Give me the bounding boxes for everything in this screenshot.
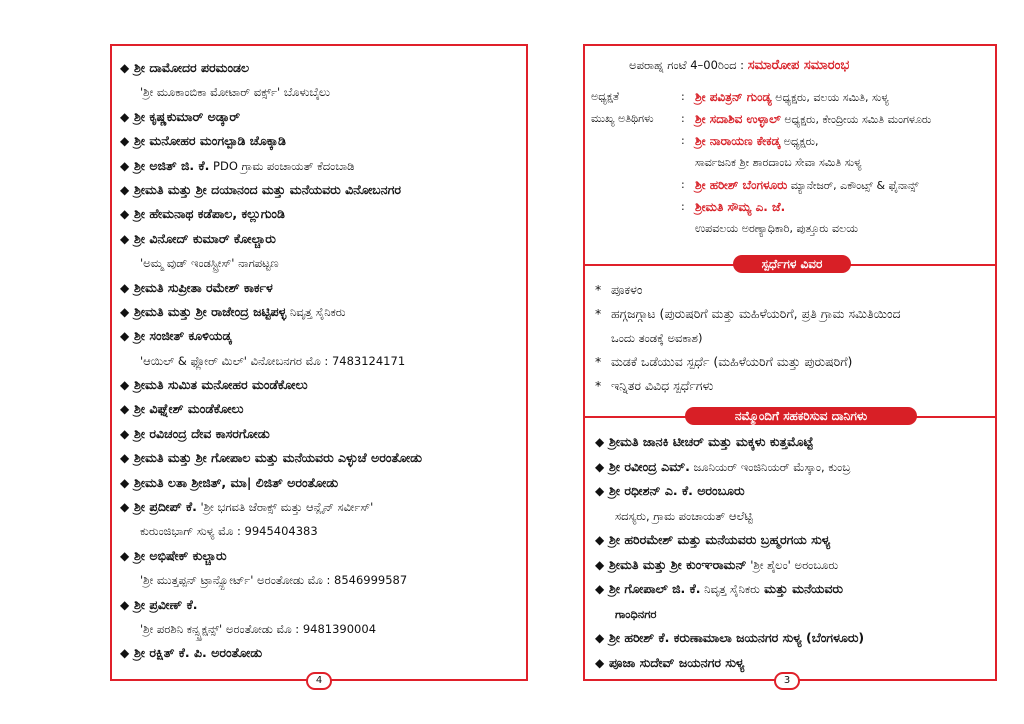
- guest-value: [695, 196, 785, 219]
- list-item: [595, 528, 991, 553]
- donor-name: ಶ್ರೀಮತಿ ಸುಮಿತ ಮನೋಹರ ಮಂಡೆಕೋಲು: [134, 377, 308, 393]
- guest-value: [695, 130, 818, 153]
- guest-colon: :: [681, 134, 685, 147]
- right-page: [583, 44, 997, 681]
- diamond-bullet-icon: ◆: [120, 304, 130, 319]
- list-item: [120, 593, 520, 617]
- list-item: [120, 227, 520, 251]
- donor-detail: ಕುರುಂಜಿಭಾಗ್ ಸುಳ್ಯ ಮೊ : 9945404383: [140, 524, 318, 539]
- donor-detail: PDO ಗ್ರಾಮ ಪಂಚಾಯತ್ ಕೆದಂಬಾಡಿ: [209, 158, 355, 173]
- diamond-bullet-icon: ◆: [120, 61, 130, 75]
- list-item: [120, 373, 520, 397]
- asterisk-bullet-icon: *: [595, 354, 602, 369]
- list-item: [595, 553, 991, 578]
- donor-name: ಶ್ರೀ ರವಿಚಂದ್ರ ದೇವ ಕಾಸರಗೋಡು: [134, 425, 270, 441]
- donor-name: ಶ್ರೀ ದಾಮೋದರ ಪರಮಂಡಲ: [134, 60, 250, 75]
- list-item: [595, 577, 991, 602]
- donor-detail: 'ಅಮ್ಮ ವುಡ್ ಇಂಡಸ್ಟ್ರೀಸ್' ನಾಗಪಟ್ಟಣ: [140, 256, 279, 271]
- competition-item: [595, 278, 991, 302]
- asterisk-bullet-icon: *: [595, 282, 602, 297]
- donor-detail: ಗಾಂಧಿನಗರ: [615, 606, 657, 621]
- diamond-bullet-icon: ◆: [120, 207, 130, 222]
- competition-item: [595, 302, 991, 326]
- donor-detail: 'ಶ್ರೀ ಮುತ್ತಪ್ಪನ್ ಟ್ರಾನ್ಸ್ಪೋರ್ಟ್' ಅರಂತೋಡು ಮೊ : 8546999587: [140, 573, 408, 588]
- diamond-bullet-icon: ◆: [595, 484, 605, 498]
- guest-name: ಶ್ರೀಮತಿ ಸೌಮ್ಯ ಎ. ಜೆ.: [695, 200, 786, 214]
- diamond-bullet-icon: ◆: [595, 582, 605, 596]
- guest-name: ಶ್ರೀ ಹರೀಶ್ ಬೆಂಗಳೂರು: [695, 178, 788, 192]
- donor-detail: 'ಶ್ರೀ ಪರಶಿನಿ ಕನ್ಸ್ಟ್ರಕ್ಷನ್ಸ್' ಅರಂತೋಡು ಮೊ : 9481390004: [140, 621, 377, 636]
- donor-name: ಶ್ರೀ ಹರಿರಮೇಶ್ ಮತ್ತು ಮನೆಯವರು ಬ್ರಹ್ಮರಗಯ ಸುಳ್ಯ: [609, 532, 831, 547]
- competitions-heading: ಸ್ಪರ್ಧೆಗಳ ವಿವರ: [733, 255, 851, 273]
- list-item: [595, 626, 991, 651]
- diamond-bullet-icon: ◆: [120, 500, 130, 515]
- donor-detail: 'ಶ್ರೀ ಭಗವತಿ ಜೆರಾಕ್ಸ್ ಮತ್ತು ಆನ್ಲೈನ್ ಸರ್ವೀಸ್': [196, 500, 374, 515]
- list-item: [120, 105, 520, 129]
- guest-row: [591, 196, 991, 218]
- donor-list-right: [595, 430, 991, 675]
- donor-name-tail: ಮತ್ತು ಮನೆಯವರು: [759, 581, 844, 596]
- donor-name: ಶ್ರೀ ಕೃಷ್ಣಕುಮಾರ್ ಅಡ್ಕಾರ್: [134, 108, 241, 124]
- guest-role: ಅಧ್ಯಕ್ಷರು,: [780, 135, 819, 148]
- diamond-bullet-icon: ◆: [120, 280, 130, 295]
- guest-row: [591, 218, 991, 240]
- competition-item: [595, 350, 991, 374]
- guest-role: ಮ್ಯಾನೇಜರ್, ಎಕೌಂಟ್ಸ್ & ಫೈನಾನ್ಸ್: [787, 179, 919, 192]
- list-item: [120, 641, 520, 665]
- page-number-left: 4: [306, 672, 332, 690]
- list-item: [120, 397, 520, 421]
- guest-value: [695, 108, 931, 131]
- competition-name: ಹಗ್ಗಜಗ್ಗಾಟ (ಪುರುಷರಿಗೆ ಮತ್ತು ಮಹಿಳೆಯರಿಗೆ, ಪ್ರತಿ ಗ್ರಾಮ ಸಮಿತಿಯಿಂದ: [611, 306, 901, 321]
- list-item: [120, 422, 520, 446]
- donor-name: ಶ್ರೀಮತಿ ಮತ್ತು ಶ್ರೀ ಕುಂಞರಾಮನ್: [609, 556, 747, 572]
- donor-name: ಶ್ರೀಮತಿ ಸುಪ್ರೀತಾ ರಮೇಶ್ ಕಾರ್ಕಳ: [134, 279, 273, 295]
- diamond-bullet-icon: ◆: [120, 134, 130, 149]
- list-item: [120, 568, 520, 592]
- diamond-bullet-icon: ◆: [120, 548, 130, 563]
- donor-name: ಶ್ರೀ ಹೇಮನಾಥ ಕಡೆಪಾಲ, ಕಲ್ಲುಗುಂಡಿ: [134, 206, 285, 222]
- competition-name: ಪೂಕಳಂ: [611, 282, 643, 297]
- list-item: [595, 455, 991, 480]
- left-page: [110, 44, 528, 681]
- list-item: [120, 56, 520, 80]
- diamond-bullet-icon: ◆: [595, 459, 605, 474]
- list-item: [595, 602, 991, 627]
- list-item: [595, 504, 991, 529]
- guest-value: [695, 174, 919, 197]
- guest-label: ಅಧ್ಯಕ್ಷತೆ: [591, 90, 620, 103]
- donor-name: ಶ್ರೀ ಅಭಿಷೇಕ್ ಕುಲ್ಚಾರು: [134, 547, 227, 563]
- donor-name: ಶ್ರೀ ರಕ್ಷಿತ್ ಕೆ. ಪಿ. ಅರಂತೋಡು: [134, 645, 263, 661]
- diamond-bullet-icon: ◆: [120, 158, 130, 173]
- diamond-bullet-icon: ◆: [120, 475, 130, 490]
- list-item: [120, 154, 520, 178]
- competition-list: [595, 278, 991, 398]
- guest-name: ಶ್ರೀ ನಾರಾಯಣ ಕೇಕಡ್ಕ: [695, 134, 781, 148]
- diamond-bullet-icon: ◆: [595, 533, 605, 547]
- list-item: [120, 202, 520, 226]
- diamond-bullet-icon: ◆: [595, 557, 605, 572]
- competition-detail: ಒಂದು ತಂಡಕ್ಕೆ ಅವಕಾಶ): [611, 331, 703, 345]
- list-item: [120, 349, 520, 373]
- diamond-bullet-icon: ◆: [120, 329, 130, 344]
- diamond-bullet-icon: ◆: [120, 378, 130, 393]
- donor-name: ಶ್ರೀ ವಿನೋದ್ ಕುಮಾರ್ ಕೋಲ್ಚಾರು: [134, 230, 276, 246]
- list-item: [120, 178, 520, 202]
- guest-colon: :: [681, 178, 685, 191]
- donor-name: ಶ್ರೀ ಸಂಜೀತ್ ಕೂಳಿಯಡ್ಕ: [134, 328, 232, 344]
- diamond-bullet-icon: ◆: [595, 655, 605, 670]
- guest-name: ಶ್ರೀ ಪವಿತ್ರನ್ ಗುಂಡ್ಯ: [695, 90, 772, 104]
- guest-row: [591, 174, 991, 196]
- donor-detail: ಜೂನಿಯರ್ ಇಂಜಿನಿಯರ್ ಮೆಸ್ಕಾಂ, ಕುಂಬ್ರ: [689, 459, 851, 474]
- donor-name: ಶ್ರೀ ರಧೀಶನ್ ಎ. ಕೆ. ಅರಂಬೂರು: [609, 483, 745, 498]
- donor-name: ಶ್ರೀ ಗೋಪಾಲ್ ಜಿ. ಕೆ.: [609, 581, 701, 596]
- diamond-bullet-icon: ◆: [120, 231, 130, 246]
- diamond-bullet-icon: ◆: [120, 402, 130, 417]
- diamond-bullet-icon: ◆: [120, 182, 130, 197]
- guest-colon: :: [681, 112, 685, 125]
- guest-value: [695, 152, 862, 174]
- donor-name: ಶ್ರೀಮತಿ ಮತ್ತು ಶ್ರೀ ರಾಜೇಂದ್ರ ಜಟ್ಟಿಪಳ್ಳ: [134, 303, 287, 319]
- list-item: [120, 617, 520, 641]
- list-item: [120, 276, 520, 300]
- list-item: [595, 430, 991, 455]
- donor-name: ಶ್ರೀ ಹರೀಶ್ ಕೆ. ಕರುಣಾಮಾಲಾ ಜಯನಗರ ಸುಳ್ಯ (ಬೆಂಗಳೂರು): [609, 630, 865, 645]
- donor-list-left: [120, 56, 520, 666]
- donor-name: ಶ್ರೀ ಅಜಿತ್ ಜಿ. ಕೆ.: [134, 157, 210, 173]
- donor-name: ಶ್ರೀಮತಿ ಜಾನಕಿ ಟೀಚರ್ ಮತ್ತು ಮಕ್ಕಳು ಕುತ್ತಮೊಟ್ಟೆ: [609, 434, 814, 449]
- diamond-bullet-icon: ◆: [120, 646, 130, 661]
- donor-name: ಶ್ರೀ ಪ್ರವೀಣ್ ಕೆ.: [134, 596, 198, 612]
- guest-label: ಮುಖ್ಯ ಅತಿಥಿಗಳು: [591, 112, 654, 125]
- donor-name: ಶ್ರೀಮತಿ ಮತ್ತು ಶ್ರೀ ಗೋಪಾಲ ಮತ್ತು ಮನೆಯವರು ಎಳ್ಳುಚೆ ಅರಂತೋಡು: [134, 450, 423, 466]
- guest-role: ಉಪವಲಯ ಅರಣ್ಯಾಧಿಕಾರಿ, ಪುತ್ತೂರು ವಲಯ: [695, 222, 859, 235]
- diamond-bullet-icon: ◆: [120, 451, 130, 466]
- donor-name: ಶ್ರೀ ವಿಘ್ನೇಶ್ ಮಂಡೆಕೋಲು: [134, 401, 244, 417]
- donor-name: ಶ್ರೀಮತಿ ಮತ್ತು ಶ್ರೀ ದಯಾನಂದ ಮತ್ತು ಮನೆಯವರು ವಿನೋಬನಗರ: [134, 181, 401, 197]
- closing-ceremony-heading: [629, 58, 849, 73]
- guest-role: ಸಾರ್ವಜನಿಕ ಶ್ರೀ ಶಾರದಾಂಬ ಸೇವಾ ಸಮಿತಿ ಸುಳ್ಯ: [695, 156, 862, 169]
- donor-detail: ನಿವೃತ್ತ ಸೈನಿಕರು: [286, 304, 346, 319]
- donor-name: ಶ್ರೀಮತಿ ಲತಾ ಶ್ರೀಜಿತ್, ಮಾ| ಲಿಜಿತ್ ಅರಂತೋಡು: [134, 474, 339, 490]
- donor-detail: 'ಶ್ರೀ ಮೂಕಾಂಬಿಕಾ ಮೋಟಾರ್ ವರ್ಕ್ಸ್' ಬೊಳುಬೈಲು: [140, 85, 331, 100]
- diamond-bullet-icon: ◆: [120, 597, 130, 612]
- guest-table: [591, 86, 991, 240]
- list-item: [120, 251, 520, 275]
- guest-role: ಅಧ್ಯಕ್ಷರು, ವಲಯ ಸಮಿತಿ, ಸುಳ್ಯ: [771, 91, 889, 104]
- guest-colon: :: [681, 90, 685, 103]
- list-item: [120, 446, 520, 470]
- diamond-bullet-icon: ◆: [595, 631, 605, 645]
- guest-row: [591, 86, 991, 108]
- donor-detail: 'ಆಯಿಲ್ & ಫ್ಲೋರ್ ಮಿಲ್' ವಿನೋಬನಗರ ಮೊ : 7483124171: [140, 353, 406, 368]
- guest-row: [591, 108, 991, 130]
- guest-row: [591, 130, 991, 152]
- diamond-bullet-icon: ◆: [120, 109, 130, 124]
- guest-row: [591, 152, 991, 174]
- donor-name: ಪೂಜಾ ಸುದೇವ್ ಜಯನಗರ ಸುಳ್ಯ: [609, 654, 745, 670]
- competition-name: ಇನ್ನಿತರ ವಿವಿಧ ಸ್ಪರ್ಧೆಗಳು: [611, 378, 714, 393]
- asterisk-bullet-icon: *: [595, 306, 602, 321]
- schedule-time: ಅಪರಾಹ್ನ ಗಂಟೆ 4–00ರಿಂದ :: [629, 58, 745, 72]
- guest-value: [695, 218, 858, 240]
- donor-detail: 'ಶ್ರೀ ಶೈಲಂ' ಅರಂಬೂರು: [746, 557, 839, 572]
- guest-colon: :: [681, 200, 685, 213]
- list-item: [120, 544, 520, 568]
- donor-name: ಶ್ರೀ ರವೀಂದ್ರ ಎಮ್.: [609, 458, 690, 474]
- guest-name: ಶ್ರೀ ಸದಾಶಿವ ಉಳ್ಳಾಲ್: [695, 112, 781, 126]
- list-item: [120, 80, 520, 104]
- competition-name: ಮಡಕೆ ಒಡೆಯುವ ಸ್ಪರ್ಧೆ (ಮಹಿಳೆಯರಿಗೆ ಮತ್ತು ಪುರುಷರಿಗೆ): [611, 354, 853, 369]
- list-item: [120, 129, 520, 153]
- list-item: [120, 495, 520, 519]
- diamond-bullet-icon: ◆: [595, 435, 605, 449]
- list-item: [120, 300, 520, 324]
- list-item: [595, 479, 991, 504]
- donor-name: ಶ್ರೀ ಪ್ರದೀಪ್ ಕೆ.: [134, 499, 197, 515]
- donor-detail: ಸದಸ್ಯರು, ಗ್ರಾಮ ಪಂಚಾಯತ್ ಆಲೆಟ್ಟಿ: [615, 508, 753, 523]
- page-number-right: 3: [774, 672, 800, 690]
- donor-name: ಶ್ರೀ ಮನೋಹರ ಮಂಗಲ್ಪಾಡಿ ಚೊಕ್ಕಾಡಿ: [134, 133, 286, 149]
- list-item: [120, 519, 520, 543]
- diamond-bullet-icon: ◆: [120, 426, 130, 441]
- asterisk-bullet-icon: *: [595, 378, 602, 393]
- donors-heading: ನಮ್ಮೊಂದಿಗೆ ಸಹಕರಿಸುವ ದಾನಿಗಳು: [685, 407, 917, 425]
- guest-value: [695, 86, 889, 109]
- guest-role: ಅಧ್ಯಕ್ಷರು, ಕೇಂದ್ರೀಯ ಸಮಿತಿ ಮಂಗಳೂರು: [780, 113, 932, 126]
- schedule-title: ಸಮಾರೋಪ ಸಮಾರಂಭ: [747, 58, 850, 73]
- donor-detail: ನಿವೃತ್ತ ಸೈನಿಕರು: [700, 582, 760, 596]
- list-item: [120, 471, 520, 495]
- competition-item-continued: [595, 326, 991, 350]
- competition-item: [595, 374, 991, 398]
- list-item: [120, 324, 520, 348]
